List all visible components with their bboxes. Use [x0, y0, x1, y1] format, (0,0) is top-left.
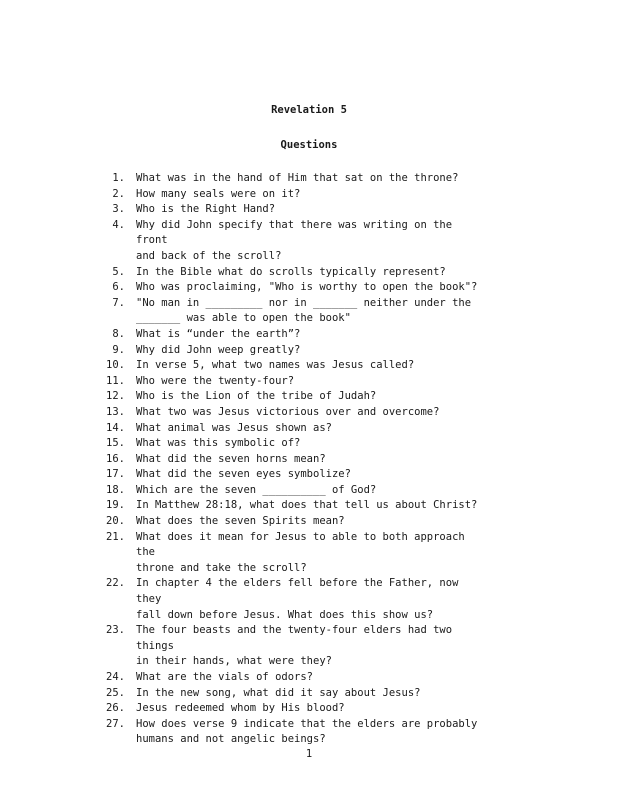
question-text: In Matthew 28:18, what does that tell us about Christ?: [136, 499, 478, 512]
question-number: 25.: [106, 686, 125, 699]
question-number: 20.: [106, 515, 125, 528]
question-item: [0, 405, 618, 421]
question-item: [0, 389, 618, 405]
question-item: [0, 171, 618, 187]
question-number: 12.: [106, 390, 125, 403]
question-item: [0, 296, 618, 327]
question-text: Why did John weep greatly?: [136, 343, 301, 356]
question-text: What animal was Jesus shown as?: [136, 421, 332, 434]
question-text: Why did John specify that there was writing on the front and back of the scroll?: [136, 218, 453, 262]
question-item: [0, 686, 618, 702]
question-text: Who was proclaiming, "Who is worthy to open the book"?: [136, 281, 478, 294]
question-text: In the new song, what did it say about Jesus?: [136, 686, 421, 699]
question-item: [0, 280, 618, 296]
question-item: [0, 717, 618, 748]
question-item: [0, 218, 618, 265]
question-text: "No man in _________ nor in _______ neither under the _______ was able to open the book": [136, 296, 472, 325]
question-item: [0, 421, 618, 437]
question-text: In the Bible what do scrolls typically represent?: [136, 265, 446, 278]
question-text: What does the seven Spirits mean?: [136, 515, 345, 528]
page-title: Revelation 5: [271, 104, 347, 116]
question-text: Which are the seven __________ of God?: [136, 483, 377, 496]
question-number: 16.: [106, 452, 125, 465]
question-number: 6.: [112, 281, 125, 294]
page-number: 1: [305, 748, 313, 760]
question-number: 9.: [112, 343, 125, 356]
question-item: [0, 265, 618, 281]
question-text: Jesus redeemed whom by His blood?: [136, 702, 345, 715]
question-item: [0, 187, 618, 203]
question-text: Who is the Right Hand?: [136, 203, 276, 216]
question-item: [0, 514, 618, 530]
question-item: [0, 467, 618, 483]
question-number: 3.: [112, 203, 125, 216]
question-number: 26.: [106, 702, 125, 715]
question-number: 23.: [106, 624, 125, 637]
question-item: [0, 670, 618, 686]
question-item: [0, 701, 618, 717]
question-list: [0, 171, 618, 748]
question-number: 1.: [112, 172, 125, 184]
question-text: How does verse 9 indicate that the elders are probably humans and not angelic beings?: [136, 717, 478, 746]
question-number: 10.: [106, 359, 125, 372]
question-number: 14.: [106, 421, 125, 434]
question-item: [0, 327, 618, 343]
question-text: What was in the hand of Him that sat on the throne?: [136, 172, 459, 184]
question-item: [0, 483, 618, 499]
question-text: What did the seven horns mean?: [136, 452, 326, 465]
question-number: 19.: [106, 499, 125, 512]
question-text: In chapter 4 the elders fell before the Father, now they fall down before Jesus. What does this show us?: [136, 577, 459, 621]
question-number: 2.: [112, 187, 125, 200]
question-text: What was this symbolic of?: [136, 437, 301, 450]
question-text: What does it mean for Jesus to able to both approach the throne and take the scroll?: [136, 530, 465, 574]
question-text: In verse 5, what two names was Jesus called?: [136, 359, 415, 372]
question-number: 18.: [106, 483, 125, 496]
question-number: 11.: [106, 374, 125, 387]
question-number: 27.: [106, 717, 125, 730]
question-text: How many seals were on it?: [136, 187, 301, 200]
page-subtitle: Questions: [280, 139, 338, 151]
question-number: 17.: [106, 468, 125, 481]
question-text: The four beasts and the twenty-four elders had two things in their hands, what were they?: [136, 624, 453, 668]
question-item: [0, 623, 618, 670]
question-text: What two was Jesus victorious over and overcome?: [136, 405, 440, 418]
question-number: 21.: [106, 530, 125, 543]
question-number: 24.: [106, 671, 125, 683]
question-item: [0, 452, 618, 468]
question-text: What did the seven eyes symbolize?: [136, 468, 351, 481]
question-text: Who were the twenty-four?: [136, 374, 295, 387]
question-item: [0, 374, 618, 390]
question-number: 7.: [112, 296, 125, 309]
question-item: [0, 436, 618, 452]
question-text: What is “under the earth”?: [136, 327, 301, 340]
question-item: [0, 530, 618, 577]
question-item: [0, 498, 618, 514]
question-number: 15.: [106, 437, 125, 450]
question-item: [0, 358, 618, 374]
question-text: Who is the Lion of the tribe of Judah?: [136, 390, 377, 403]
question-number: 22.: [106, 577, 125, 590]
question-item: [0, 576, 618, 623]
question-number: 8.: [112, 327, 125, 340]
question-number: 13.: [106, 405, 125, 418]
question-item: [0, 343, 618, 359]
question-text: What are the vials of odors?: [136, 671, 314, 683]
question-number: 5.: [112, 265, 125, 278]
question-item: [0, 202, 618, 218]
question-number: 4.: [112, 218, 125, 231]
